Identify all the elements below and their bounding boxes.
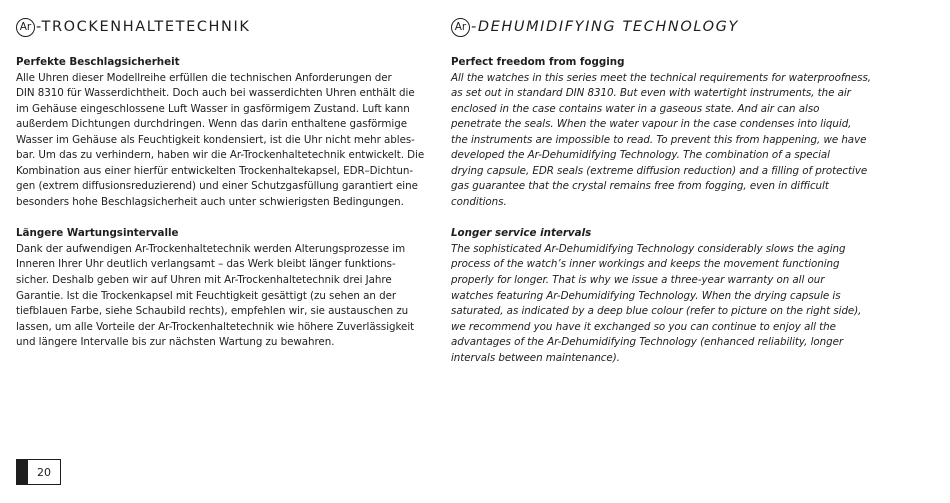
text-line: Alle Uhren dieser Modellreihe erfüllen die technischen Anforderungen der — [16, 71, 392, 84]
page-number-box — [16, 459, 61, 485]
text-line: im Gehäuse eingeschlossene Luft Wasser in gasförmigem Zustand. Luft kann — [16, 102, 410, 115]
english-section-service — [451, 226, 901, 366]
text-line: und längere Intervalle bis zur nächsten Wartung zu bewahren. — [16, 336, 335, 349]
text-line: bar. Um das zu verhindern, haben wir die Ar-Trockenhaltetechnik entwickelt. Die — [16, 149, 425, 162]
text-line: drying capsule, EDR seals (extreme diffusion reduction) and a filling of protective — [451, 164, 868, 177]
text-line: tiefblauen Farbe, siehe Schaubild rechts), empfehlen wir, sie austauschen zu — [16, 305, 409, 318]
text-line: gas guarantee that the crystal remains free from fogging, even in difficult — [451, 180, 829, 193]
text-line: Garantie. Ist die Trockenkapsel mit Feuchtigkeit gesättigt (zu sehen an der — [16, 289, 397, 302]
text-line: Kombination aus einer hierfür entwickelten Trockenhaltekapsel, EDR–Dichtun- — [16, 164, 414, 177]
english-section-body — [451, 242, 901, 366]
text-line: developed the Ar-Dehumidifying Technology. The combination of a special — [451, 149, 830, 162]
text-line: intervals between maintenance). — [451, 351, 620, 364]
german-section-title: Längere Wartungsintervalle — [16, 227, 179, 240]
text-line: außerdem Dichtungen durchdringen. Wenn das darin enthaltene gasförmige — [16, 118, 407, 131]
page-number-bar — [16, 459, 28, 485]
text-line: saturated, as indicated by a deep blue colour (refer to picture on the right side), — [451, 305, 862, 318]
text-line: properly for longer. That is why we issue a three-year warranty on all our — [451, 274, 825, 287]
text-line: as set out in standard DIN 8310. But even with watertight instruments, the air — [451, 87, 851, 100]
english-section-title: Perfect freedom from fogging — [451, 56, 625, 68]
text-line: we recommend you have it exchanged so you can continue to enjoy all the — [451, 320, 836, 333]
text-line: The sophisticated Ar-Dehumidifying Technology considerably slows the aging — [451, 242, 846, 255]
german-section-title: Perfekte Beschlagsicherheit — [16, 56, 180, 68]
text-line: All the watches in this series meet the technical requirements for waterproofness, — [451, 71, 872, 84]
text-line: penetrate the seals. When the water vapour in the case condenses into liquid, — [451, 118, 852, 131]
german-heading — [16, 16, 436, 38]
text-line: Inneren Ihrer Uhr deutlich verlangsamt – das Werk bleibt länger funktions- — [16, 258, 396, 271]
text-line: besonders hohe Beschlagsicherheit auch unter schwierigsten Bedingungen. — [16, 195, 404, 208]
text-line: lassen, um alle Vorteile der Ar-Trockenhaltetechnik wie höhere Zuverlässigkeit — [16, 320, 415, 333]
english-section-body — [451, 71, 901, 211]
text-line: Dank der aufwendigen Ar-Trockenhaltetechnik werden Alterungsprozesse im — [16, 242, 406, 255]
german-section-body — [16, 242, 436, 351]
german-section-body — [16, 71, 436, 211]
text-line: watches featuring Ar-Dehumidifying Technology. When the drying capsule is — [451, 289, 841, 302]
text-line: Wasser im Gehäuse als Feuchtigkeit kondensiert, ist die Uhr nicht mehr ables- — [16, 133, 415, 146]
text-line: the instruments are impossible to read. To prevent this from happening, we have — [451, 133, 867, 146]
english-heading-text: -DEHUMIDIFYING TECHNOLOGY — [471, 19, 739, 35]
english-heading — [451, 16, 901, 38]
ar-logo: Ar — [451, 18, 470, 37]
text-line: advantages of the Ar-Dehumidifying Technology (enhanced reliability, longer — [451, 336, 844, 349]
ar-logo: Ar — [16, 18, 35, 37]
text-line: enclosed in the case contains water in a gaseous state. And air can also — [451, 102, 820, 115]
german-heading-text: -TROCKENHALTETECHNIK — [36, 19, 251, 35]
english-section-fogging — [451, 55, 901, 210]
page-number: 20 — [28, 459, 61, 485]
text-line: DIN 8310 für Wasserdichtheit. Doch auch bei wasserdichten Uhren enthält die — [16, 87, 415, 100]
text-line: process of the watch’s inner workings and keeps the movement functioning — [451, 258, 840, 271]
german-section-fogging — [16, 55, 436, 210]
german-section-service — [16, 226, 436, 350]
text-line: conditions. — [451, 195, 507, 208]
english-column — [451, 16, 901, 366]
text-line: sicher. Deshalb geben wir auf Uhren mit Ar-Trockenhaltetechnik drei Jahre — [16, 274, 392, 287]
german-column — [16, 16, 436, 351]
text-line: gen (extrem diffusionsreduzierend) und einer Schutzgasfüllung garantiert eine — [16, 180, 418, 193]
english-section-title: Longer service intervals — [451, 227, 592, 240]
